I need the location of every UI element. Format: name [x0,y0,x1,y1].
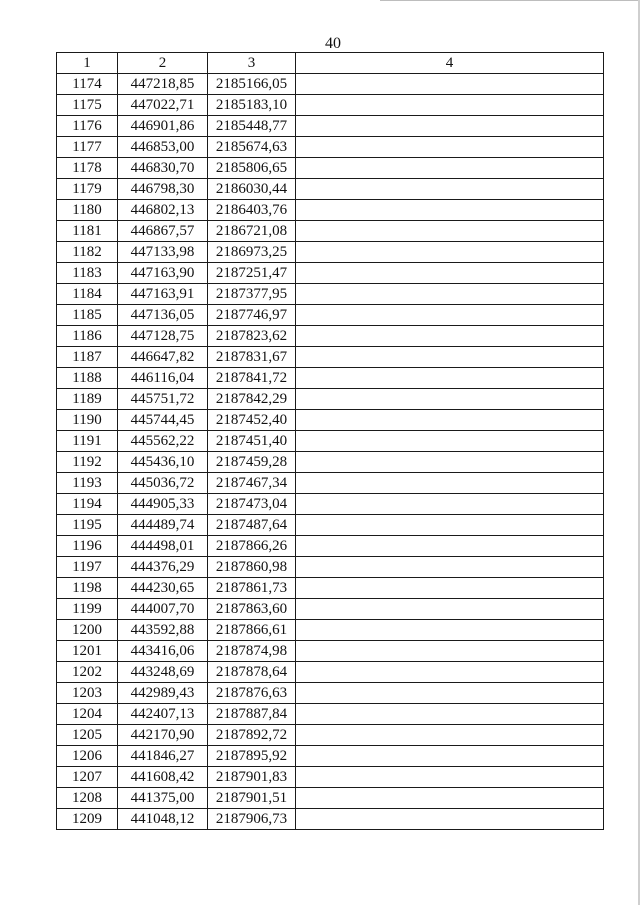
x-coordinate-cell: 445744,45 [118,410,208,431]
table-row [57,410,604,431]
x-coordinate-cell: 447128,75 [118,326,208,347]
note-cell [296,452,604,473]
note-cell [296,284,604,305]
point-number-cell: 1184 [57,284,118,305]
note-cell [296,746,604,767]
note-cell [296,368,604,389]
x-coordinate-cell: 446798,30 [118,179,208,200]
y-coordinate-cell: 2187377,95 [208,284,296,305]
y-coordinate-cell: 2187467,34 [208,473,296,494]
table-row [57,536,604,557]
x-coordinate-cell: 442170,90 [118,725,208,746]
y-coordinate-cell: 2187861,73 [208,578,296,599]
table-row [57,452,604,473]
point-number-cell: 1187 [57,347,118,368]
table-row [57,179,604,200]
note-cell [296,221,604,242]
note-cell [296,473,604,494]
y-coordinate-cell: 2187842,29 [208,389,296,410]
x-coordinate-cell: 445562,22 [118,431,208,452]
point-number-cell: 1174 [57,74,118,95]
y-coordinate-cell: 2187251,47 [208,263,296,284]
y-coordinate-cell: 2187887,84 [208,704,296,725]
column-header-3: 3 [208,53,296,74]
table-body [57,74,604,830]
table-row [57,284,604,305]
x-coordinate-cell: 445436,10 [118,452,208,473]
note-cell [296,410,604,431]
y-coordinate-cell: 2187878,64 [208,662,296,683]
table-row [57,746,604,767]
point-number-cell: 1194 [57,494,118,515]
column-header-4: 4 [296,53,604,74]
table-row [57,95,604,116]
table-row [57,326,604,347]
table-row [57,767,604,788]
x-coordinate-cell: 446830,70 [118,158,208,179]
y-coordinate-cell: 2187866,61 [208,620,296,641]
point-number-cell: 1193 [57,473,118,494]
point-number-cell: 1207 [57,767,118,788]
point-number-cell: 1177 [57,137,118,158]
x-coordinate-cell: 443248,69 [118,662,208,683]
y-coordinate-cell: 2187901,51 [208,788,296,809]
y-coordinate-cell: 2187892,72 [208,725,296,746]
x-coordinate-cell: 446901,86 [118,116,208,137]
x-coordinate-cell: 446853,00 [118,137,208,158]
note-cell [296,242,604,263]
x-coordinate-cell: 441846,27 [118,746,208,767]
note-cell [296,116,604,137]
point-number-cell: 1179 [57,179,118,200]
x-coordinate-cell: 446647,82 [118,347,208,368]
y-coordinate-cell: 2185448,77 [208,116,296,137]
x-coordinate-cell: 445036,72 [118,473,208,494]
note-cell [296,641,604,662]
note-cell [296,620,604,641]
table-row [57,494,604,515]
table-row [57,158,604,179]
table-row [57,557,604,578]
y-coordinate-cell: 2186030,44 [208,179,296,200]
table-row [57,200,604,221]
y-coordinate-cell: 2187831,67 [208,347,296,368]
table-row [57,704,604,725]
point-number-cell: 1201 [57,641,118,662]
point-number-cell: 1178 [57,158,118,179]
table-row [57,431,604,452]
point-number-cell: 1190 [57,410,118,431]
table-row [57,578,604,599]
column-header-2: 2 [118,53,208,74]
x-coordinate-cell: 447163,90 [118,263,208,284]
note-cell [296,137,604,158]
table-row [57,242,604,263]
point-number-cell: 1197 [57,557,118,578]
y-coordinate-cell: 2186403,76 [208,200,296,221]
table-row [57,725,604,746]
note-cell [296,326,604,347]
x-coordinate-cell: 447133,98 [118,242,208,263]
y-coordinate-cell: 2187841,72 [208,368,296,389]
note-cell [296,95,604,116]
note-cell [296,347,604,368]
x-coordinate-cell: 444489,74 [118,515,208,536]
table-row [57,641,604,662]
note-cell [296,599,604,620]
point-number-cell: 1183 [57,263,118,284]
table-row [57,221,604,242]
y-coordinate-cell: 2187860,98 [208,557,296,578]
x-coordinate-cell: 443416,06 [118,641,208,662]
table-row [57,137,604,158]
point-number-cell: 1176 [57,116,118,137]
x-coordinate-cell: 447136,05 [118,305,208,326]
x-coordinate-cell: 442989,43 [118,683,208,704]
point-number-cell: 1181 [57,221,118,242]
coordinates-table [56,52,604,830]
y-coordinate-cell: 2185806,65 [208,158,296,179]
x-coordinate-cell: 441608,42 [118,767,208,788]
point-number-cell: 1191 [57,431,118,452]
point-number-cell: 1182 [57,242,118,263]
x-coordinate-cell: 441048,12 [118,809,208,830]
x-coordinate-cell: 444230,65 [118,578,208,599]
note-cell [296,263,604,284]
table-row [57,473,604,494]
note-cell [296,74,604,95]
y-coordinate-cell: 2187746,97 [208,305,296,326]
y-coordinate-cell: 2187906,73 [208,809,296,830]
note-cell [296,389,604,410]
point-number-cell: 1189 [57,389,118,410]
note-cell [296,788,604,809]
y-coordinate-cell: 2185166,05 [208,74,296,95]
x-coordinate-cell: 445751,72 [118,389,208,410]
note-cell [296,704,604,725]
table-row [57,599,604,620]
y-coordinate-cell: 2185674,63 [208,137,296,158]
y-coordinate-cell: 2187901,83 [208,767,296,788]
note-cell [296,809,604,830]
y-coordinate-cell: 2187473,04 [208,494,296,515]
point-number-cell: 1195 [57,515,118,536]
point-number-cell: 1209 [57,809,118,830]
y-coordinate-cell: 2187876,63 [208,683,296,704]
x-coordinate-cell: 447022,71 [118,95,208,116]
note-cell [296,725,604,746]
note-cell [296,557,604,578]
point-number-cell: 1206 [57,746,118,767]
point-number-cell: 1203 [57,683,118,704]
x-coordinate-cell: 446802,13 [118,200,208,221]
table-row [57,263,604,284]
x-coordinate-cell: 442407,13 [118,704,208,725]
x-coordinate-cell: 444498,01 [118,536,208,557]
x-coordinate-cell: 444007,70 [118,599,208,620]
y-coordinate-cell: 2187895,92 [208,746,296,767]
point-number-cell: 1196 [57,536,118,557]
note-cell [296,494,604,515]
point-number-cell: 1205 [57,725,118,746]
point-number-cell: 1186 [57,326,118,347]
table-row [57,662,604,683]
x-coordinate-cell: 446116,04 [118,368,208,389]
table-row [57,368,604,389]
y-coordinate-cell: 2187451,40 [208,431,296,452]
note-cell [296,431,604,452]
x-coordinate-cell: 443592,88 [118,620,208,641]
table-row [57,116,604,137]
table-row [57,74,604,95]
table-row [57,620,604,641]
point-number-cell: 1198 [57,578,118,599]
y-coordinate-cell: 2186973,25 [208,242,296,263]
point-number-cell: 1180 [57,200,118,221]
table-header-row [57,53,604,74]
point-number-cell: 1175 [57,95,118,116]
table-row [57,305,604,326]
note-cell [296,179,604,200]
y-coordinate-cell: 2187866,26 [208,536,296,557]
x-coordinate-cell: 446867,57 [118,221,208,242]
note-cell [296,767,604,788]
table-row [57,788,604,809]
scan-edge-top [380,0,640,1]
note-cell [296,515,604,536]
y-coordinate-cell: 2187452,40 [208,410,296,431]
point-number-cell: 1202 [57,662,118,683]
y-coordinate-cell: 2187459,28 [208,452,296,473]
point-number-cell: 1188 [57,368,118,389]
table-row [57,809,604,830]
column-header-1: 1 [57,53,118,74]
y-coordinate-cell: 2187823,62 [208,326,296,347]
x-coordinate-cell: 447163,91 [118,284,208,305]
point-number-cell: 1208 [57,788,118,809]
table-row [57,683,604,704]
x-coordinate-cell: 447218,85 [118,74,208,95]
note-cell [296,200,604,221]
point-number-cell: 1204 [57,704,118,725]
x-coordinate-cell: 441375,00 [118,788,208,809]
y-coordinate-cell: 2187874,98 [208,641,296,662]
point-number-cell: 1185 [57,305,118,326]
y-coordinate-cell: 2186721,08 [208,221,296,242]
page-number: 40 [325,35,341,52]
note-cell [296,683,604,704]
y-coordinate-cell: 2185183,10 [208,95,296,116]
table-row [57,389,604,410]
x-coordinate-cell: 444376,29 [118,557,208,578]
point-number-cell: 1192 [57,452,118,473]
y-coordinate-cell: 2187487,64 [208,515,296,536]
y-coordinate-cell: 2187863,60 [208,599,296,620]
note-cell [296,305,604,326]
point-number-cell: 1200 [57,620,118,641]
x-coordinate-cell: 444905,33 [118,494,208,515]
note-cell [296,158,604,179]
point-number-cell: 1199 [57,599,118,620]
note-cell [296,536,604,557]
table-row [57,515,604,536]
note-cell [296,662,604,683]
table-row [57,347,604,368]
note-cell [296,578,604,599]
